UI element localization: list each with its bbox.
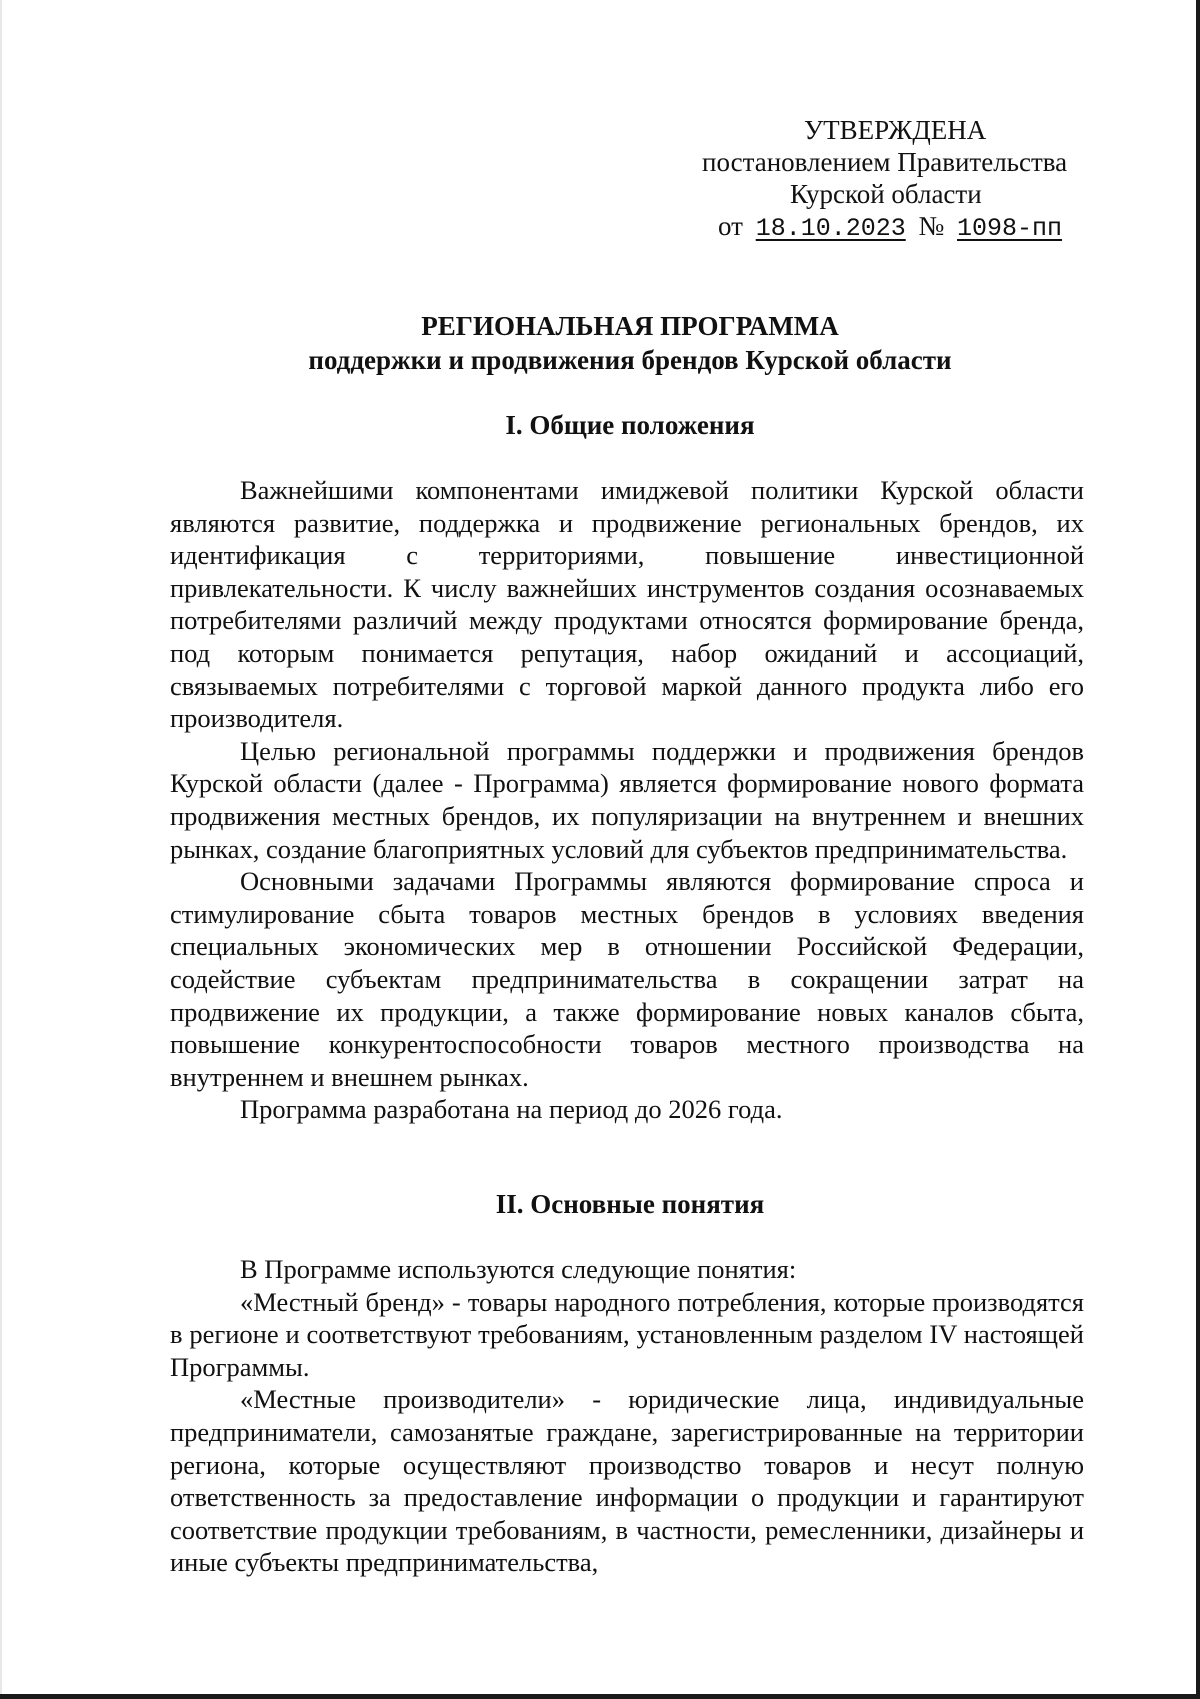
- scan-edge-bottom: [0, 1694, 1200, 1699]
- approval-region: Курской области: [790, 179, 982, 209]
- section-heading-concepts: II. Основные понятия: [495, 1189, 765, 1219]
- section-body-general: [170, 474, 1084, 1126]
- scan-edge-right: [1196, 0, 1200, 1699]
- document-title: [170, 309, 1090, 377]
- scan-edge-left: [0, 0, 2, 1699]
- paragraph: Основными задачами Программы являются формирование спроса и стимулирование сбыта товаров местных брендов в условиях введения специальных экономических мер в отношении Российской Федерации, содействие субъектам предпринимательства в сокращении затрат на продвижение их продукции, а также формирование новых каналов сбыта, повышение конкурентоспособности товаров местного производства на внутреннем и внешнем рынках.: [170, 866, 1084, 1092]
- title-line-1: РЕГИОНАЛЬНАЯ ПРОГРАММА: [421, 311, 839, 341]
- approval-authority: постановлением Правительства: [702, 147, 1068, 177]
- approval-status: УТВЕРЖДЕНА: [804, 115, 987, 145]
- paragraph: «Местные производители» - юридические лица, индивидуальные предприниматели, самозанятые граждане, зарегистрированные на территории региона, которые осуществляют производство товаров и несут полную ответственность за предоставление информации о продукции и гарантируют соответствие продукции требованиям, в частности, ремесленники, дизайнеры и иные субъекты предпринимательства,: [170, 1384, 1084, 1578]
- paragraph: «Местный бренд» - товары народного потребления, которые производятся в регионе и соответствуют требованиям, установленным разделом IV настоящей Программы.: [170, 1286, 1084, 1382]
- number-prefix: №: [918, 211, 945, 241]
- paragraph: Программа разработана на период до 2026 года.: [240, 1094, 783, 1125]
- approval-date-number: [640, 210, 1090, 245]
- section-heading-general: I. Общие положения: [505, 410, 755, 440]
- approval-stamp: [640, 114, 1090, 245]
- approval-number: 1098-пп: [957, 214, 1063, 243]
- paragraph: Целью региональной программы поддержки и продвижения брендов Курской области (далее - Программа) является формирование нового формата продвижения местных брендов, их популяризации на внутреннем и внешних рынках, создание благоприятных условий для субъектов предпринимательства.: [170, 735, 1084, 864]
- section-body-concepts: [170, 1253, 1084, 1579]
- title-line-2: поддержки и продвижения брендов Курской области: [308, 345, 952, 375]
- approval-date: 18.10.2023: [755, 214, 906, 243]
- paragraph: В Программе используются следующие понятия:: [240, 1254, 797, 1284]
- paragraph: Важнейшими компонентами имиджевой политики Курской области являются развитие, поддержка и продвижение региональных брендов, их идентификация с территориями, повышение инвестиционной привлекательности. К числу важнейших инструментов создания осознаваемых потребителями различий между продуктами относятся формирование бренда, под которым понимается репутация, набор ожиданий и ассоциаций, связываемых потребителями с торговой маркой данного продукта либо его производителя.: [170, 475, 1084, 734]
- date-prefix: от: [718, 211, 743, 241]
